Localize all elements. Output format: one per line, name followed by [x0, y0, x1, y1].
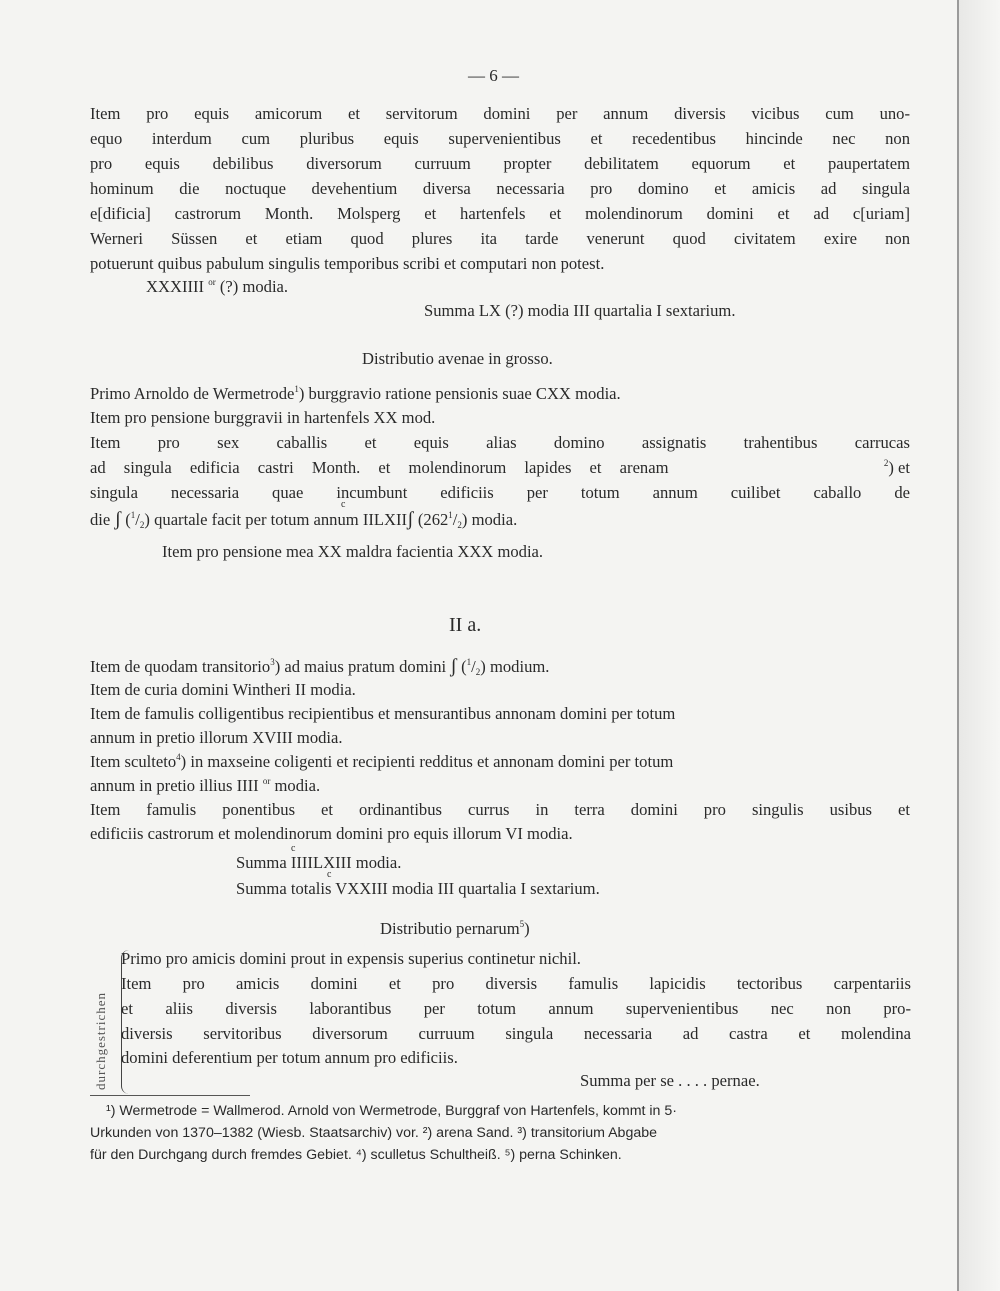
- side-note-label: durchgestrichen: [93, 991, 108, 1090]
- fraction-denominator: 2: [457, 520, 462, 530]
- text-line: equo interdum cum pluribus equis supervenientibus et recedentibus hincinde nec non: [90, 129, 910, 148]
- text-line: die ʃ $(^1/_2)$ quartale facit per totum annum IILXIIʃ $(262^1/_2)$ modia.: [90, 508, 518, 530]
- footnote-line: für den Durchgang durch fremdes Gebiet. ⁴) sculletus Schultheiß. ⁵) perna Schinken.: [90, 1147, 622, 1163]
- fraction-numerator: 1: [448, 510, 453, 520]
- text-line: Item famulis ponentibus et ordinantibus currus in terra domini pro singulis usibus et: [90, 800, 910, 819]
- text-line: [90, 751, 910, 773]
- text-line: Item de quodam transitorio$^3$) ad maius pratum domini ʃ $(^1/_2)$ modium.: [90, 655, 550, 677]
- c-mark: c: [327, 869, 332, 880]
- text-line: et aliis diversis laborantibus per totum annum supervenientibus nec non pro-: [121, 999, 911, 1018]
- text-line: [90, 457, 910, 479]
- text-line: [90, 775, 910, 797]
- facing-page-edge: [959, 0, 1000, 1291]
- text-line: Werneri Süssen et etiam quod plures ita tarde venerunt quod civitatem exire non: [90, 229, 910, 248]
- text: ad singula edificia castri Month. et molendinorum lapides et arenam: [90, 458, 669, 477]
- text-line: hominum die noctuque devehentium diversa necessaria pro domino et amicis ad singula: [90, 179, 910, 198]
- quantity-unit: (?) modia.: [219, 277, 289, 296]
- text-line: singula necessaria quae incumbunt edificiis per totum annum cuilibet caballo de: [90, 483, 910, 502]
- text: (262: [417, 510, 449, 529]
- page-gutter-line: [957, 0, 959, 1291]
- footnote-ref: 5: [519, 919, 525, 929]
- text: ) modia.: [461, 510, 518, 529]
- text-line: Item pro pensione mea XX maldra facientia XXX modia.: [162, 542, 544, 561]
- text: Distributio pernarum: [380, 919, 520, 938]
- text-line: Item pro amicis domini et pro diversis famulis lapicidis tectoribus carpentariis: [121, 974, 911, 993]
- text-line: pro equis debilibus diversorum curruum propter debilitatem equorum et paupertatem: [90, 154, 910, 173]
- footnote-divider: [90, 1095, 250, 1096]
- footnote-ref: 4: [176, 752, 181, 762]
- half-symbol-icon: ʃ: [450, 655, 457, 677]
- text: (: [125, 510, 131, 529]
- c-mark: c: [341, 499, 346, 510]
- text-line: Item pro equis amicorum et servitorum domini per annum diversis vicibus cum uno-: [90, 104, 910, 123]
- text-line: Item de curia domini Wintheri II modia.: [90, 680, 356, 699]
- fraction-numerator: 1: [130, 510, 136, 520]
- text: modia.: [274, 776, 321, 795]
- text-line: e[dificia] castrorum Month. Molsperg et hartenfels et molendinorum domini et ad c[uriam]: [90, 204, 910, 223]
- text: annum in pretio illius IIII: [90, 776, 259, 795]
- footnote-ref: 1: [294, 384, 299, 394]
- section-heading: Distributio avenae in grosso.: [362, 349, 553, 368]
- text-line: diversis servitoribus diversorum curruum singula necessaria ad castra et molendina: [121, 1024, 911, 1043]
- footnote-line: Urkunden von 1370–1382 (Wiesb. Staatsarchiv) vor. ²) arena Sand. ³) transitorium Abgabe: [90, 1125, 658, 1141]
- text: die: [90, 510, 111, 529]
- text-line: Item pro sex caballis et equis alias domino assignatis trahentibus carrucas: [90, 433, 910, 452]
- text: ) burggravio ratione pensionis suae CXX modia.: [298, 384, 621, 403]
- fraction-denominator: 2: [139, 520, 145, 530]
- section-heading: [380, 918, 530, 940]
- text-line: Item de famulis colligentibus recipientibus et mensurantibus annonam domini per totum: [90, 704, 676, 723]
- text-line: domini deferentium per totum annum pro edificiis.: [121, 1048, 458, 1067]
- summa-line: Summa IIIILXIII modia.: [236, 853, 402, 872]
- text: ) quartale facit per totum annum IILXII: [144, 510, 408, 529]
- quantity-value: XXXIIII: [146, 277, 205, 296]
- text: Item sculteto: [90, 752, 177, 771]
- text: ) et: [888, 458, 910, 477]
- half-symbol-icon: ʃ: [407, 508, 414, 530]
- superscript: or: [208, 277, 216, 287]
- text-line: edificiis castrorum et molendinorum domini pro equis illorum VI modia.: [90, 824, 573, 843]
- text: modium.: [489, 657, 550, 676]
- superscript: or: [262, 776, 271, 786]
- text-line: [90, 383, 910, 405]
- text: Item de quodam transitorio: [90, 657, 271, 676]
- quantity-line: [146, 276, 966, 298]
- footnote-ref: 2: [883, 458, 889, 468]
- fraction-denominator: 2: [475, 667, 481, 677]
- summa-line: Summa per se . . . . pernae.: [580, 1071, 760, 1090]
- footnote-ref: 3: [270, 657, 275, 667]
- c-mark: c: [291, 843, 296, 854]
- half-symbol-icon: ʃ: [114, 508, 122, 530]
- text-line: potuerunt quibus pabulum singulis temporibus scribi et computari non potest.: [90, 254, 605, 273]
- text-line: Item pro pensione burggravii in hartenfels XX mod.: [90, 408, 436, 427]
- text: ): [524, 919, 530, 938]
- text-line: annum in pretio illorum XVIII modia.: [90, 728, 343, 747]
- footnote-line: ¹) Wermetrode = Wallmerod. Arnold von Wermetrode, Burggraf von Hartenfels, kommt in 5·: [106, 1103, 677, 1119]
- text: ) ad maius pratum domini: [274, 657, 447, 676]
- fraction-numerator: 1: [466, 657, 472, 667]
- summa-totalis-line: Summa totalis VXXIII modia III quartalia I sextarium.: [236, 879, 600, 898]
- summa-line: Summa LX (?) modia III quartalia I sextarium.: [424, 301, 736, 320]
- text: ) in maxseine coligenti et recipienti redditus et annonam domini per totum: [180, 752, 674, 771]
- curly-brace-icon: [121, 950, 132, 1094]
- section-heading: II a.: [449, 614, 482, 636]
- page-number: — 6 —: [468, 66, 519, 85]
- text-line: Primo pro amicis domini prout in expensis superius continetur nichil.: [121, 949, 581, 968]
- text: Primo Arnoldo de Wermetrode: [90, 384, 295, 403]
